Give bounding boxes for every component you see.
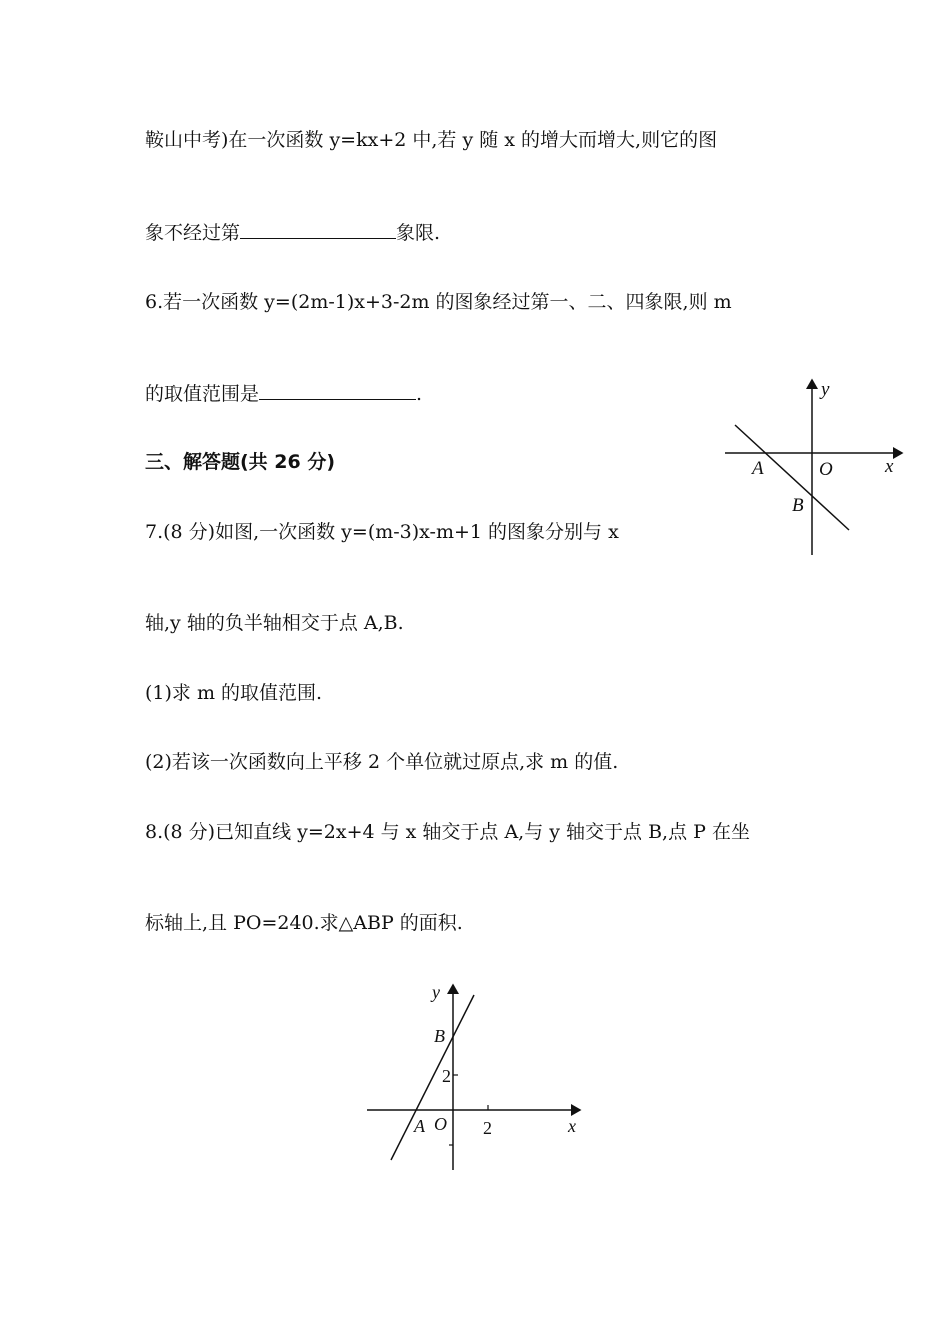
- q5-line1: 鞍山中考)在一次函数 y=kx+2 中,若 y 随 x 的增大而增大,则它的图: [145, 129, 718, 151]
- origin-label: O: [819, 459, 833, 480]
- q6-text-after: .: [416, 383, 423, 405]
- point-a-label: A: [414, 1116, 425, 1136]
- q7-line2: 轴,y 轴的负半轴相交于点 A,B.: [145, 612, 404, 634]
- y-tick-label: 2: [442, 1066, 451, 1086]
- q5-text-before: 象不经过第: [145, 222, 241, 244]
- q5-line2: [145, 220, 440, 245]
- point-a-label: A: [752, 458, 764, 479]
- q6-line1: 6.若一次函数 y=(2m-1)x+3-2m 的图象经过第一、二、四象限,则 m: [145, 291, 732, 313]
- section-heading: 三、解答题(共 26 分): [145, 451, 336, 473]
- point-b-label: B: [792, 495, 804, 516]
- figure-2-graph: [360, 980, 590, 1180]
- q7-part2: (2)若该一次函数向上平移 2 个单位就过原点,求 m 的值.: [145, 751, 619, 773]
- function-line: [391, 995, 474, 1160]
- q5-text-after: 象限.: [396, 222, 441, 244]
- q6-answer-blank[interactable]: [259, 381, 416, 400]
- q7-line1: 7.(8 分)如图,一次函数 y=(m-3)x-m+1 的图象分别与 x: [145, 521, 619, 543]
- x-label: x: [885, 456, 894, 477]
- y-label: y: [432, 982, 440, 1002]
- x-tick-label: 2: [483, 1118, 492, 1138]
- x-label: x: [568, 1116, 576, 1136]
- q5-answer-blank[interactable]: [240, 220, 396, 239]
- q8-line2: 标轴上,且 PO=240.求△ABP 的面积.: [145, 912, 463, 934]
- point-b-label: B: [434, 1026, 445, 1046]
- figure-1-graph: [715, 372, 915, 562]
- q6-line2: [145, 381, 422, 406]
- q7-part1: (1)求 m 的取值范围.: [145, 682, 323, 704]
- origin-label: O: [434, 1114, 447, 1134]
- q6-text-before: 的取值范围是: [145, 383, 260, 405]
- q8-line1: 8.(8 分)已知直线 y=2x+4 与 x 轴交于点 A,与 y 轴交于点 B,点 P 在坐: [145, 821, 750, 843]
- y-label: y: [821, 379, 830, 400]
